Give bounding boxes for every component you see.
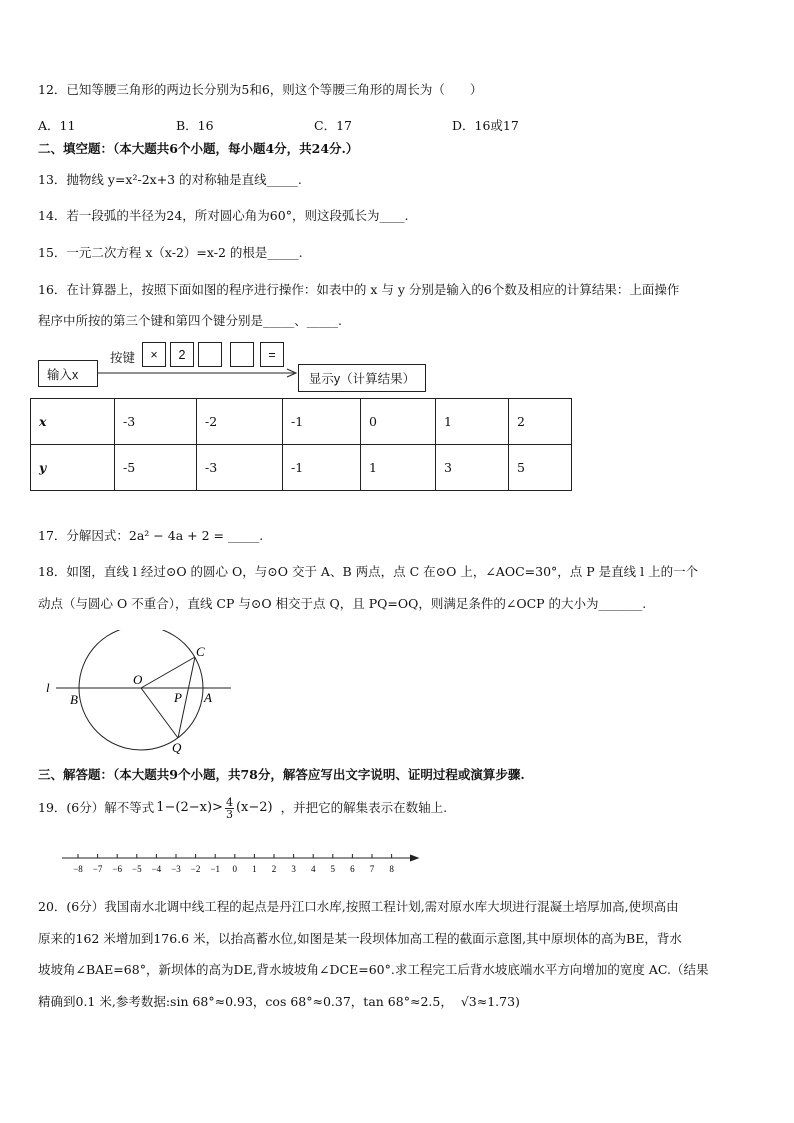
label-c: C: [196, 644, 205, 659]
label-q: Q: [172, 740, 182, 755]
table-cell: 5: [509, 445, 572, 491]
q12-option-b: B．16: [176, 118, 214, 133]
number-line-tick-label: −7: [92, 864, 103, 874]
q19-suffix: ，并把它的解集表示在数轴上.: [280, 800, 448, 815]
section-3-heading: 三、解答题：（本大题共9个小题，共78分，解答应写出文字说明、证明过程或演算步骤.: [38, 767, 525, 782]
table-row: [31, 399, 572, 445]
q13: 13．抛物线 y=x²-2x+3 的对称轴是直线_____.: [38, 172, 302, 187]
circle-figure: [38, 630, 248, 760]
q19-formula-left: 1−(2−x)>: [156, 800, 223, 815]
table-cell: -3: [197, 445, 283, 491]
number-line-tick-label: −1: [210, 864, 220, 874]
section-2-heading: 二、填空题：（本大题共6个小题，每小题4分，共24分.）: [38, 141, 359, 156]
q16-line1: 16．在计算器上，按照下面如图的程序进行操作：如表中的 x 与 y 分别是输入的6个数及相应的计算结果：上面操作: [38, 282, 680, 297]
q17: 17．分解因式：2a² − 4a + 2 = _____.: [38, 528, 264, 543]
number-line-tick-label: −6: [112, 864, 122, 874]
q12-option-a: A．11: [38, 118, 76, 133]
display-box: 显示y（计算结果）: [298, 364, 426, 392]
q20-line2: 原来的162 米增加到176.6 米，以抬高蓄水位,如图是某一段坝体加高工程的截面示意图,其中原坝体的高为BE，背水: [38, 931, 682, 946]
table-cell: -1: [283, 445, 361, 491]
q12-option-d: D．16或17: [452, 118, 519, 133]
number-line-tick-label: −8: [73, 864, 83, 874]
table-cell: -3: [115, 399, 197, 445]
q18-line1: 18．如图，直线 l 经过⊙O 的圆心 O，与⊙O 交于 A、B 两点，点 C 在⊙O 上，∠AOC=30°，点 P 是直线 l 上的一个: [38, 564, 699, 579]
number-line-tick-label: −2: [190, 864, 201, 874]
label-l: l: [46, 680, 50, 695]
q18-line2: 动点（与圆心 O 不重合），直线 CP 与⊙O 相交于点 Q，且 PQ=OQ，则满足条件的∠OCP 的大小为_______.: [38, 596, 647, 611]
number-line-tick-label: 1: [252, 864, 257, 874]
table-cell: 3: [436, 445, 509, 491]
q12-option-c: C．17: [314, 118, 352, 133]
number-line-tick-label: 6: [350, 864, 355, 874]
number-line-tick-label: 0: [232, 864, 238, 874]
number-line-tick-label: −3: [171, 864, 181, 874]
table-cell: 1: [436, 399, 509, 445]
table-cell: 1: [361, 445, 436, 491]
q20-sqrt3: √3≈1.73): [460, 994, 520, 1009]
label-b: B: [70, 692, 78, 707]
key-two: 2: [170, 342, 194, 367]
label-p: P: [174, 690, 182, 705]
key-equals: =: [260, 342, 284, 367]
number-line-tick-label: −5: [132, 864, 142, 874]
input-box: 输入x: [38, 360, 98, 387]
number-line: [56, 850, 426, 878]
table-cell: 0: [361, 399, 436, 445]
q19-formula-right: (x−2): [235, 800, 273, 815]
table-header-y: y: [31, 445, 115, 491]
q12-stem: 12．已知等腰三角形的两边长分别为5和6，则这个等腰三角形的周长为（ ）: [38, 82, 483, 97]
q19: [38, 796, 447, 820]
table-cell: -2: [197, 399, 283, 445]
table-cell: 2: [509, 399, 572, 445]
number-line-tick-label: 5: [330, 864, 336, 874]
number-line-tick-label: 7: [369, 864, 375, 874]
table-cell: -5: [115, 445, 197, 491]
q19-prefix: 19．(6分）解不等式: [38, 800, 155, 815]
q14: 14．若一段弧的半径为24，所对圆心角为60°，则这段弧长为____.: [38, 208, 409, 223]
q20-line3: 坡坡角∠BAE=68°，新坝体的高为DE,背水坡坡角∠DCE=60°.求工程完工后背水坡底端水平方向增加的宽度 AC.（结果: [38, 962, 709, 977]
table-header-x: x: [31, 399, 115, 445]
number-line-tick-label: 8: [389, 864, 394, 874]
q19-frac-den: 3: [225, 807, 233, 821]
table-row: [31, 445, 572, 491]
press-key-label: 按键: [110, 351, 136, 365]
key-multiply: ×: [142, 342, 166, 367]
q20-line1: 20．(6分）我国南水北调中线工程的起点是丹江口水库,按照工程计划,需对原水库大坝进行混凝土培厚加高,使坝高由: [38, 899, 679, 914]
xy-table: [30, 398, 572, 491]
q20-line4-text: 精确到0.1 米,参考数据:sin 68°≈0.93，cos 68°≈0.37，tan 68°≈2.5，: [38, 994, 453, 1009]
q15: 15．一元二次方程 x（x-2）=x-2 的根是_____.: [38, 245, 303, 260]
number-line-tick-label: 4: [310, 864, 316, 874]
number-line-tick-label: 2: [271, 864, 277, 874]
table-cell: -1: [283, 399, 361, 445]
number-line-tick-label: 3: [291, 864, 296, 874]
label-o: O: [133, 672, 143, 687]
flow-arrow: [96, 364, 302, 380]
q19-fraction: [225, 797, 234, 820]
q20-line4: [38, 994, 520, 1010]
q16-line2: 程序中所按的第三个键和第四个键分别是_____、_____.: [38, 313, 342, 328]
number-line-tick-label: −4: [151, 864, 162, 874]
q19-frac-num: 4: [225, 795, 233, 809]
label-a: A: [204, 690, 212, 705]
